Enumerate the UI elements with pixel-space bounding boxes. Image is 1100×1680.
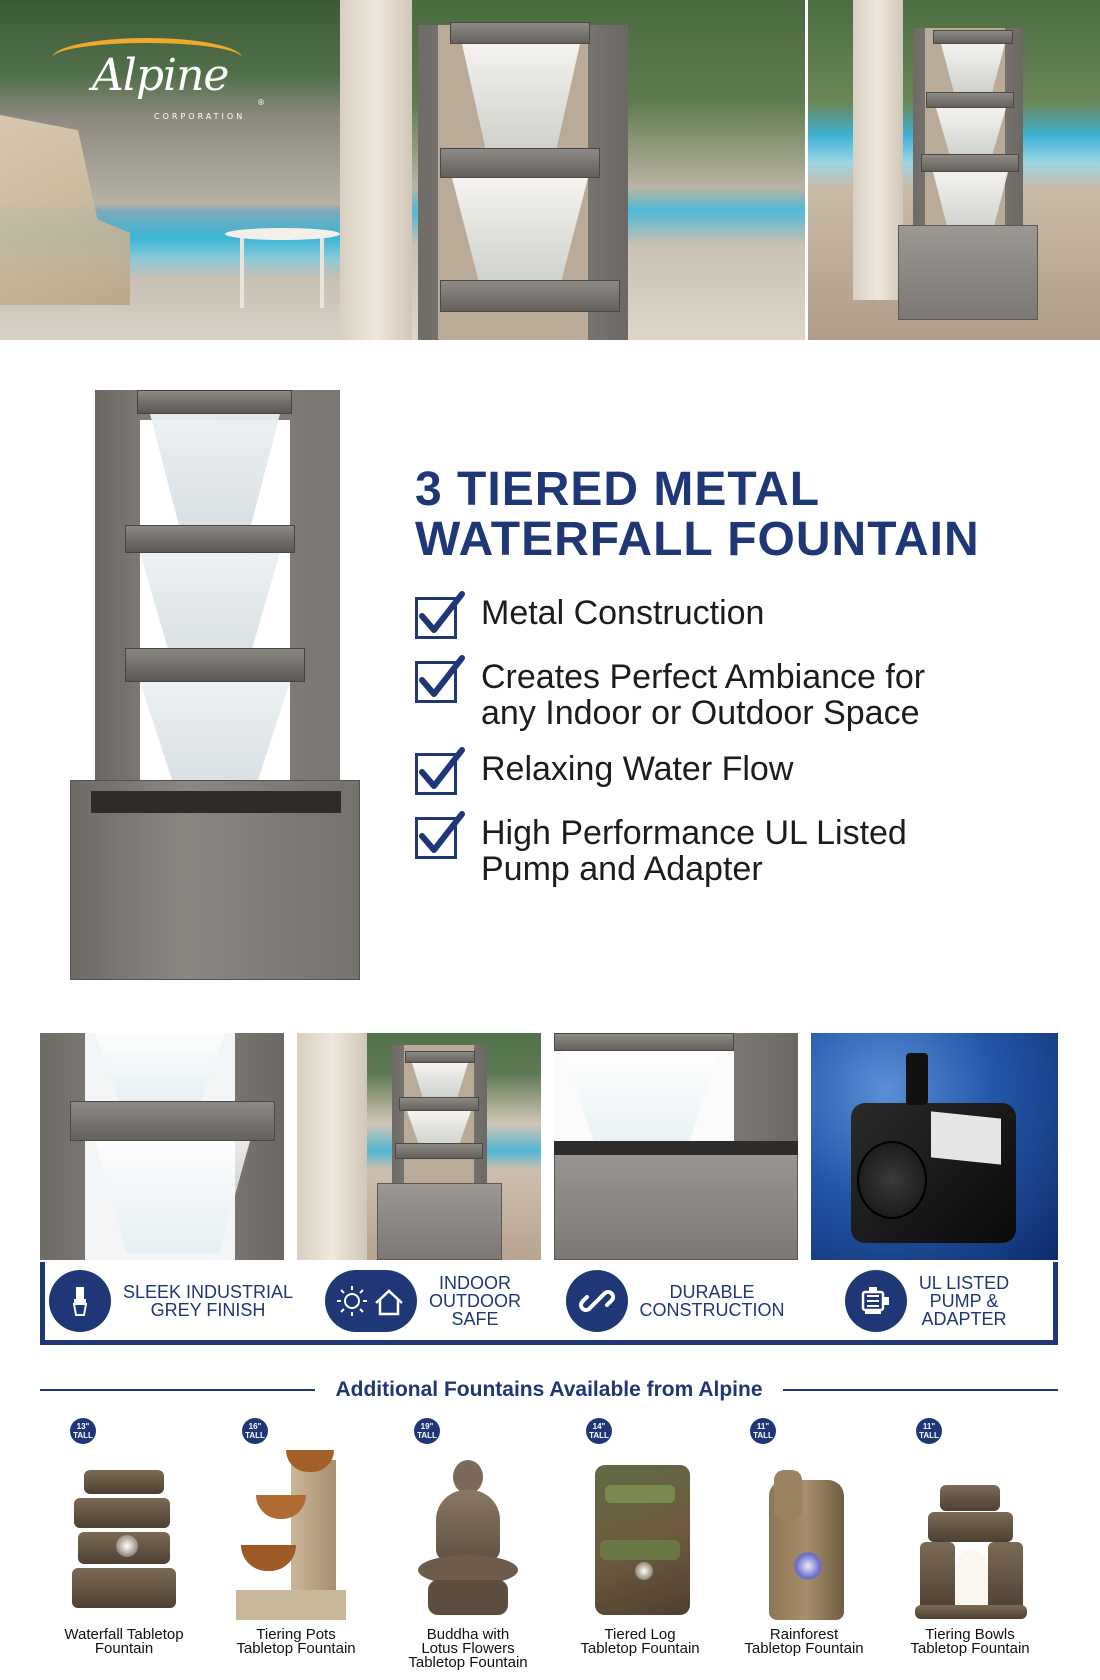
- hero-photo-poolside: [0, 0, 340, 340]
- main-product-image: [70, 385, 360, 980]
- detail-photo-pump: [811, 1033, 1058, 1260]
- feature-badge-durable: DURABLE CONSTRUCTION: [549, 1262, 801, 1340]
- feature-badge-finish: SLEEK INDUSTRIAL GREY FINISH: [45, 1262, 297, 1340]
- catalog-item-tiered-log[interactable]: 14" TALL Tiered Log Tabletop Fountain: [556, 1415, 724, 1675]
- hero-banner: [0, 0, 1100, 340]
- fountain-thumbnail: [64, 1440, 184, 1620]
- height-badge: 14" TALL: [586, 1418, 612, 1444]
- checkmark-icon: [415, 817, 457, 859]
- hero-photo-fountain-full: [805, 0, 1100, 340]
- height-badge: 19" TALL: [414, 1418, 440, 1444]
- fountain-thumbnail: [910, 1440, 1030, 1620]
- height-badge: 11" TALL: [916, 1418, 942, 1444]
- detail-photo-tray-closeup: [40, 1033, 284, 1260]
- additional-fountains-heading: Additional Fountains Available from Alpine: [40, 1375, 1058, 1405]
- feature-badge-indoor-outdoor: INDOOR OUTDOOR SAFE: [297, 1262, 549, 1340]
- hero-photo-fountain-closeup: [340, 0, 805, 340]
- checkmark-icon: [415, 753, 457, 795]
- feature-badge-ul-pump: UL LISTED PUMP & ADAPTER: [801, 1262, 1053, 1340]
- fountain-thumbnail: [236, 1440, 356, 1620]
- catalog-item-waterfall[interactable]: 13" TALL Waterfall Tabletop Fountain: [40, 1415, 208, 1675]
- catalog-item-tiering-pots[interactable]: 16" TALL Tiering Pots Tabletop Fountain: [212, 1415, 380, 1675]
- detail-photo-poolside: [297, 1033, 541, 1260]
- logo-subtitle: CORPORATION: [154, 112, 246, 121]
- chain-link-icon: [566, 1270, 628, 1332]
- sun-house-icon: [325, 1270, 417, 1332]
- feature-list: [415, 595, 1075, 907]
- feature-icon-bar: [40, 1262, 1058, 1345]
- alpine-logo: Alpine ® CORPORATION: [42, 38, 252, 128]
- height-badge: 16" TALL: [242, 1418, 268, 1444]
- height-badge: 13" TALL: [70, 1418, 96, 1444]
- lounge-chair: [0, 115, 130, 305]
- catalog-item-buddha[interactable]: 19" TALL Buddha with Lotus Flowers Tabletop Fountain: [384, 1415, 552, 1675]
- fountain-basin: [70, 780, 360, 980]
- fountain-catalog: [40, 1415, 1058, 1675]
- feature-item: Creates Perfect Ambiance for any Indoor or Outdoor Space: [415, 659, 1075, 731]
- logo-wordmark: Alpine: [92, 50, 229, 101]
- checkmark-icon: [415, 661, 457, 703]
- feature-item: Relaxing Water Flow: [415, 751, 1075, 795]
- feature-item: High Performance UL Listed Pump and Adapter: [415, 815, 1075, 887]
- feature-item: Metal Construction: [415, 595, 1075, 639]
- pump-motor-icon: [845, 1270, 907, 1332]
- paintbrush-icon: [49, 1270, 111, 1332]
- fountain-thumbnail: [744, 1440, 864, 1620]
- product-title: 3 TIERED METAL WATERFALL FOUNTAIN: [415, 463, 980, 566]
- divider: [40, 1389, 315, 1391]
- fountain-thumbnail: [408, 1440, 528, 1620]
- fountain-thumbnail: [580, 1440, 700, 1620]
- catalog-item-tiering-bowls[interactable]: 11" TALL Tiering Bowls Tabletop Fountain: [886, 1415, 1054, 1675]
- detail-photo-basin: [554, 1033, 798, 1260]
- checkmark-icon: [415, 597, 457, 639]
- catalog-item-rainforest[interactable]: 11" TALL Rainforest Tabletop Fountain: [720, 1415, 888, 1675]
- detail-photo-strip: [40, 1033, 1058, 1260]
- height-badge: 11" TALL: [750, 1418, 776, 1444]
- divider: [783, 1389, 1058, 1391]
